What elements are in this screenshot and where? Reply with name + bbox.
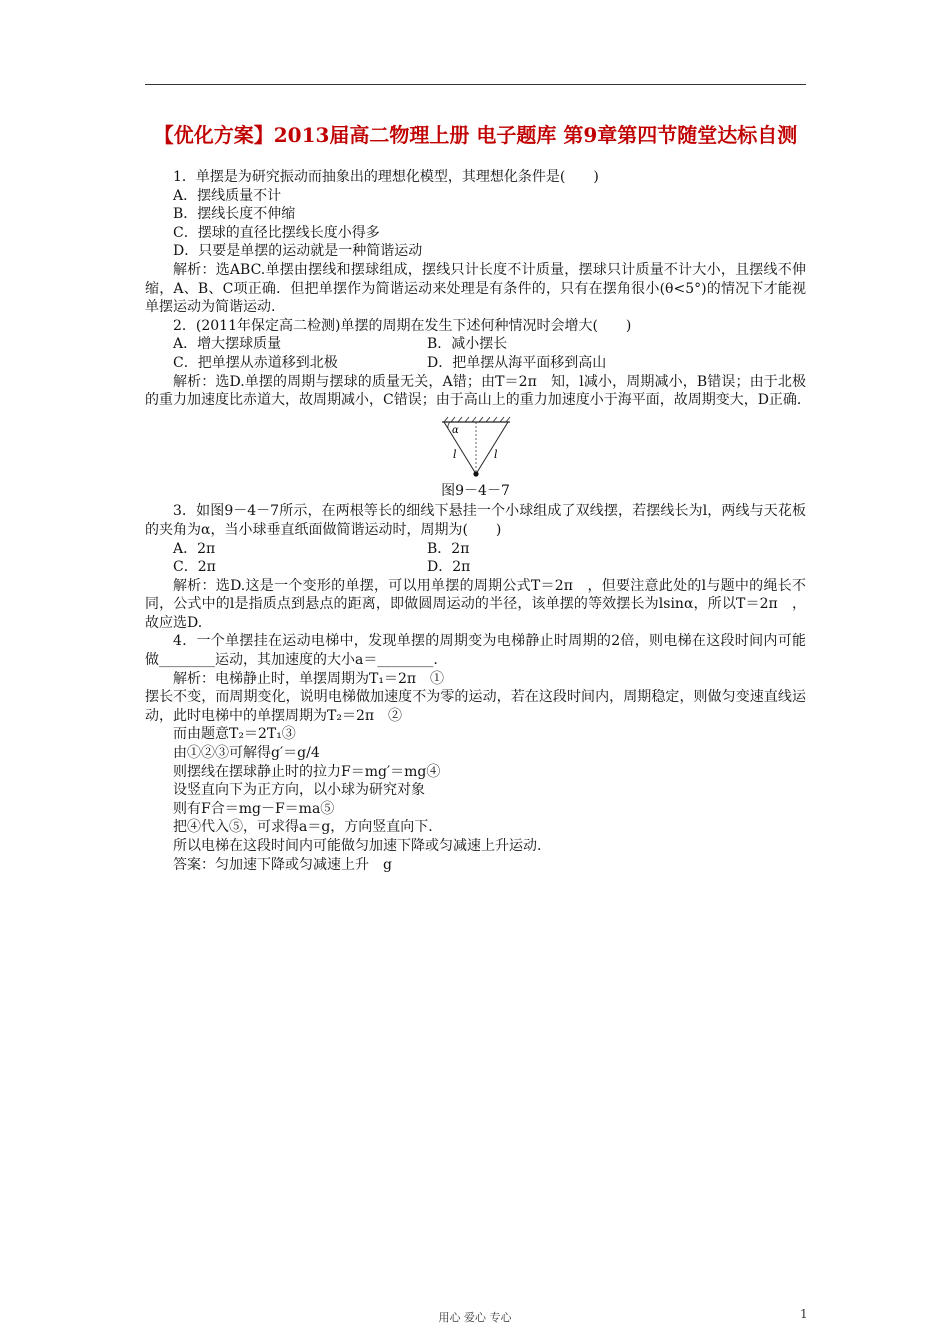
angle-arc: [447, 422, 449, 428]
q1-option-c: C．摆球的直径比摆线长度小得多: [173, 224, 380, 241]
q4-line-3: 而由题意T₂＝2T₁③: [173, 726, 296, 743]
q1-option-d: D．只要是单摆的运动就是一种简谐运动: [173, 243, 423, 260]
q3-option-d: D．2π: [427, 559, 471, 576]
q4-line-6: 设竖直向下为正方向，以小球为研究对象: [173, 782, 425, 799]
q3-option-a: A．2π: [173, 540, 216, 557]
q4-line-7: 则有F合＝mg－F＝ma⑤: [173, 800, 335, 817]
pendulum-ball: [473, 471, 478, 476]
angle-label: α: [451, 424, 459, 436]
q4-line-9: 所以电梯在这段时间内可能做匀加速下降或匀减速上升运动.: [173, 838, 542, 854]
pendulum-diagram: [434, 416, 518, 480]
q3-options-row-2: [145, 558, 806, 577]
q4-stem: 4．一个单摆挂在运动电梯中，发现单摆的周期变为电梯静止时周期的2倍，则电梯在这段时间内可能做________运动，其加速度的大小a＝________.: [145, 633, 806, 669]
q4-line-4: 由①②③可解得g′＝g/4: [173, 745, 320, 762]
q2-option-c: C．把单摆从赤道移到北极: [173, 354, 338, 371]
q2-option-b: B．减小摆长: [427, 336, 508, 353]
ceiling-hatch: [444, 417, 510, 422]
q4-line-2: 摆长不变，而周期变化，说明电梯做加速度不为零的运动，若在这段时间内，周期稳定，则做匀变速直线运动，此时电梯中的单摆周期为T₂＝2π ②: [145, 689, 806, 724]
q1-analysis: 解析：选ABC.单摆由摆线和摆球组成，摆线只计长度不计质量，摆球只计质量不计大小，且摆线不伸缩，A、B、C项正确．但把单摆作为简谐运动来处理是有条件的，只有在摆角很小(θ<5°)的情况下才能视单摆运动为简谐运动.: [145, 261, 806, 316]
q2-stem: 2．(2011年保定高二检测)单摆的周期在发生下述何种情况时会增大( ): [173, 317, 632, 334]
page-number: 1: [800, 1307, 808, 1321]
q2-analysis: 解析：选D.单摆的周期与摆球的质量无关，A错；由T＝2π 知，l减小，周期减小，B错误；由于北极的重力加速度比赤道大，故周期减小，C错误；由于高山上的重力加速度小于海平面，故周期变大，D正确.: [145, 373, 806, 409]
q1-option-b: B．摆线长度不伸缩: [173, 206, 296, 223]
right-length-label: l: [493, 447, 498, 461]
q3-options-row-1: [145, 540, 806, 559]
figure-double-pendulum: [145, 416, 806, 480]
q3-stem: 3．如图9－4－7所示，在两根等长的细线下悬挂一个小球组成了双线摆，若摆线长为l，两线与天花板的夹角为α，当小球垂直纸面做简谐运动时，周期为( ): [145, 503, 806, 538]
document-body: [145, 168, 806, 874]
right-string: [476, 422, 508, 474]
left-string: [444, 422, 476, 474]
q3-option-c: C．2π: [173, 559, 216, 576]
q4-line-1: 解析：电梯静止时，单摆周期为T₁＝2π ①: [173, 670, 445, 687]
header-rule: [145, 84, 806, 85]
q2-option-d: D．把单摆从海平面移到高山: [427, 354, 607, 371]
q4-answer: 答案：匀加速下降或匀减速上升 g: [173, 856, 392, 873]
q3-analysis: 解析：选D.这是一个变形的单摆，可以用单摆的周期公式T＝2π ，但要注意此处的l与题中的绳长不同，公式中的l是指质点到悬点的距离，即做圆周运动的半径，该单摆的等效摆长为lsinα，所以T＝2π ，故应选D.: [145, 577, 806, 631]
q1-option-a: A．摆线质量不计: [173, 187, 282, 204]
figure-caption: 图9－4－7: [441, 482, 510, 499]
q2-option-a: A．增大摆球质量: [173, 336, 282, 353]
q2-options-row-2: [145, 354, 806, 373]
q3-option-b: B．2π: [427, 540, 470, 557]
q4-line-8: 把④代入⑤，可求得a＝g，方向竖直向下.: [173, 819, 433, 836]
q4-line-5: 则摆线在摆球静止时的拉力F＝mg′＝mg④: [173, 763, 441, 780]
q2-options-row-1: [145, 335, 806, 354]
q1-stem: 1．单摆是为研究振动而抽象出的理想化模型，其理想化条件是( ): [173, 169, 599, 185]
document-title: 【优化方案】2013届高二物理上册 电子题库 第9章第四节随堂达标自测: [153, 123, 798, 147]
page-footer: 用心 爱心 专心: [438, 1311, 512, 1324]
left-length-label: l: [452, 447, 457, 461]
